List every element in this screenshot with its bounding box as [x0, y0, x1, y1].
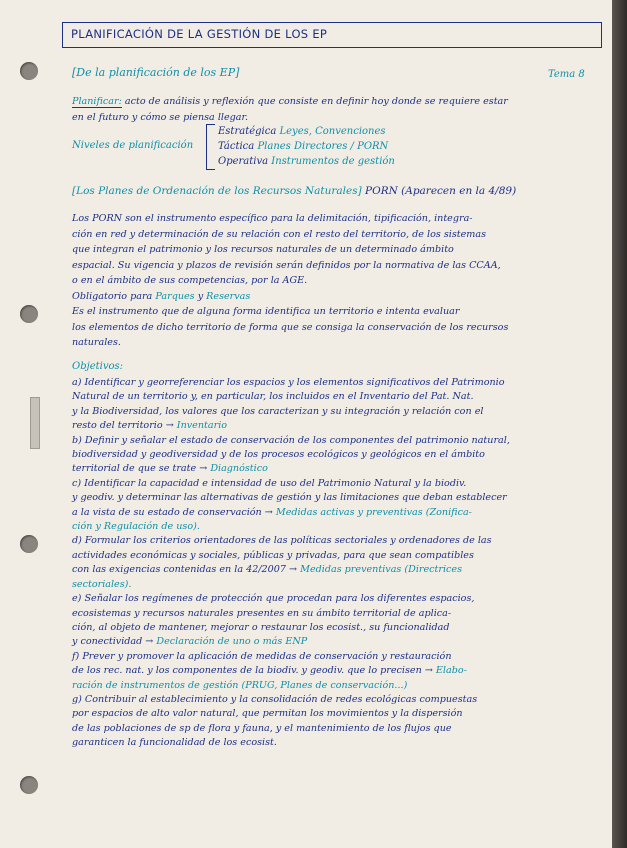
tema-label: Tema 8	[548, 69, 585, 80]
objetivo-f: f) Prever y promover la aplicación de medidas de conservación y restauración de los rec. nat. y los componentes de la biodiv. y geodiv. que lo precisen → Elabo- ración de instrumentos de gestión (PRUG, Planes de conservación...)	[72, 650, 467, 691]
porn-paragraph: Los PORN son el instrumento específico para la delimitación, tipificación, integra- ción en red y determinación de su relación con el resto del territorio, de los sistemas que integran el patrimonio y los recursos naturales de un determinado ámbito espacial. Su vigencia y plazos de revisión serán definidos por la normativa de las CCAA, o en el ámbito de sus competencias, por la AGE. Obligatorio para Parques y Reservas Es el instrumento que de alguna forma identifica un territorio e intenta evaluar los elementos de dicho territorio de forma que se consiga la conservación de los recursos naturales.	[72, 213, 509, 348]
nivel-tactica: Táctica Planes Directores / PORN	[218, 141, 389, 152]
section-heading-planificacion: [De la planificación de los EP]	[72, 66, 240, 79]
nivel-estrategica: Estratégica Leyes, Convenciones	[218, 126, 386, 137]
objetivo-c: c) Identificar la capacidad e intensidad de uso del Patrimonio Natural y la biodiv. y geodiv. y determinar las alternativas de gestión y las limitaciones que deban establecer a la vista de su estado de conservación → Medidas activas y preventivas (Zonifica- ción y Regulación de uso).	[72, 477, 507, 533]
section-heading-porn: [Los Planes de Ordenación de los Recursos Naturales] PORN (Aparecen en la 4/89)	[72, 185, 517, 197]
page-title: PLANIFICACIÓN DE LA GESTIÓN DE LOS EP	[62, 22, 602, 48]
brace	[206, 124, 215, 170]
punch-hole	[20, 776, 38, 794]
planificar-def-line1: acto de análisis y reflexión que consiste en definir hoy donde se requiere estar	[124, 96, 508, 107]
objetivo-b: b) Definir y señalar el estado de conservación de los componentes del patrimonio natural, biodiversidad y geodiversidad y de los procesos ecológicos y geológicos en el ámbito territorial de que se trate → Diagnóstico	[72, 434, 510, 475]
planificar-definition	[72, 94, 602, 125]
planificar-term: Planificar:	[72, 96, 122, 107]
punch-hole	[20, 535, 38, 553]
niveles-label: Niveles de planificación	[72, 140, 194, 151]
margin-strip	[30, 397, 40, 449]
page-edge-shadow	[612, 0, 627, 848]
objetivo-a: a) Identificar y georreferenciar los espacios y los elementos significativos del Patrimonio Natural de un territorio y, en particular, los incluidos en el Inventario del Pat. Nat. y la Biodiversidad, los valores que los caracterizan y su integración y relación con el resto del territorio → Inventario	[72, 377, 505, 432]
punch-hole	[20, 305, 38, 323]
planificar-def-line2: en el futuro y cómo se piensa llegar.	[72, 111, 249, 123]
objetivo-e: e) Señalar los regímenes de protección que procedan para los diferentes espacios, ecosistemas y recursos naturales presentes en su ámbito territorial de aplica- ción, al objeto de mantener, mejorar o restaurar los ecosist., su funcionalidad y conectividad → Declaración de uno o más ENP	[72, 593, 475, 648]
nivel-operativa: Operativa Instrumentos de gestión	[218, 156, 395, 167]
punch-hole	[20, 62, 38, 80]
objetivo-g: g) Contribuir al establecimiento y la consolidación de redes ecológicas compuestas por espacios de alto valor natural, que permitan los movimientos y la dispersión de las poblaciones de sp de flora y fauna, y el mantenimiento de los flujos que garanticen la funcionalidad de los ecosist.	[72, 693, 478, 749]
objetivo-d: d) Formular los criterios orientadores de las políticas sectoriales y ordenadores de las actividades económicas y sociales, públicas y privadas, para que sean compatibles con las exigencias contenidas en la 42/2007 → Medidas preventivas (Directrices sectoriales).	[72, 535, 492, 590]
objetivos-label: Objetivos:	[72, 361, 124, 372]
niveles-list	[218, 124, 395, 169]
objetivos-list	[72, 376, 602, 751]
